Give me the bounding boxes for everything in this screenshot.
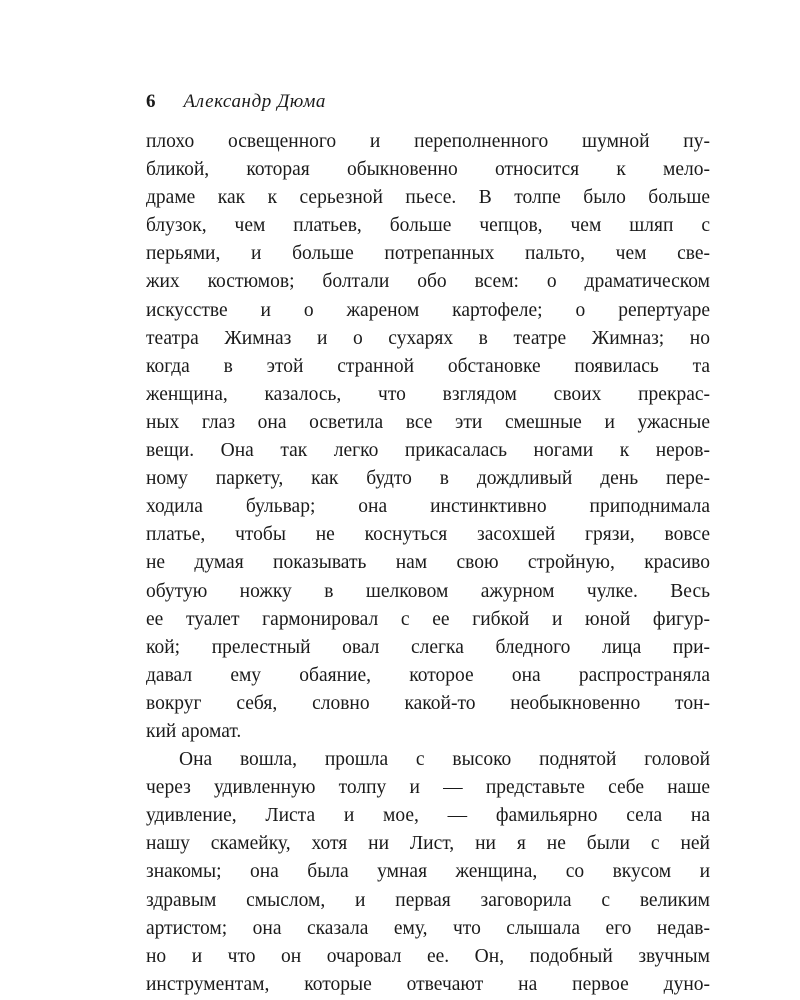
- text-line: кой; прелестный овал слегка бледного лица при-: [146, 636, 710, 658]
- page-number: 6: [146, 91, 156, 112]
- text-line: драме как к серьезной пьесе. В толпе было больше: [146, 187, 710, 209]
- text-line: театра Жимназ и о сухарях в театре Жимназ; но: [146, 327, 710, 349]
- text-line: инструментам, которые отвечают на первое дуно-: [146, 973, 710, 995]
- text-line: знакомы; она была умная женщина, со вкусом и: [146, 861, 710, 883]
- text-line: вокруг себя, словно какой-то необыкновенно тон-: [146, 692, 710, 714]
- text-line: искусстве и о жареном картофеле; о репертуаре: [146, 299, 710, 321]
- text-line: плохо освещенного и переполненного шумной пу-: [146, 131, 710, 152]
- text-line: нашу скамейку, хотя ни Лист, ни я не были с ней: [146, 833, 710, 855]
- text-line: женщина, казалось, что взглядом своих прекрас-: [146, 383, 710, 405]
- text-line: через удивленную толпу и — представьте себе наше: [146, 777, 710, 799]
- text-line: Она вошла, прошла с высоко поднятой головой: [179, 749, 710, 771]
- running-head: [146, 90, 326, 113]
- text-line: платье, чтобы не коснуться засохшей грязи, вовсе: [146, 524, 710, 546]
- text-line: когда в этой странной обстановке появилась та: [146, 355, 710, 377]
- body-text: [146, 128, 710, 999]
- text-line: артистом; она сказала ему, что слышала его недав-: [146, 917, 710, 939]
- text-line: ходила бульвар; она инстинктивно приподнимала: [146, 496, 710, 518]
- text-line: бликой, которая обыкновенно относится к мело-: [146, 159, 710, 181]
- text-line: жих костюмов; болтали обо всем: о драматическом: [146, 271, 710, 293]
- text-line: ее туалет гармонировал с ее гибкой и юной фигур-: [146, 608, 710, 630]
- text-line: кий аромат.: [146, 720, 242, 742]
- text-line: вещи. Она так легко прикасалась ногами к неров-: [146, 440, 710, 462]
- text-line: блузок, чем платьев, больше чепцов, чем шляп с: [146, 215, 710, 237]
- text-line: давал ему обаяние, которое она распространяла: [146, 664, 710, 686]
- text-line: здравым смыслом, и первая заговорила с великим: [146, 889, 710, 911]
- text-line: перьями, и больше потрепанных пальто, чем све-: [146, 243, 710, 265]
- text-line: удивление, Листа и мое, — фамильярно села на: [146, 805, 710, 827]
- text-line: не думая показывать нам свою стройную, красиво: [146, 552, 710, 574]
- text-line: но и что он очаровал ее. Он, подобный звучным: [146, 945, 710, 967]
- text-line: обутую ножку в шелковом ажурном чулке. Весь: [146, 580, 710, 602]
- running-title: Александр Дюма: [183, 91, 327, 112]
- text-line: ных глаз она осветила все эти смешные и ужасные: [146, 411, 710, 433]
- text-line: ному паркету, как будто в дождливый день пере-: [146, 468, 710, 490]
